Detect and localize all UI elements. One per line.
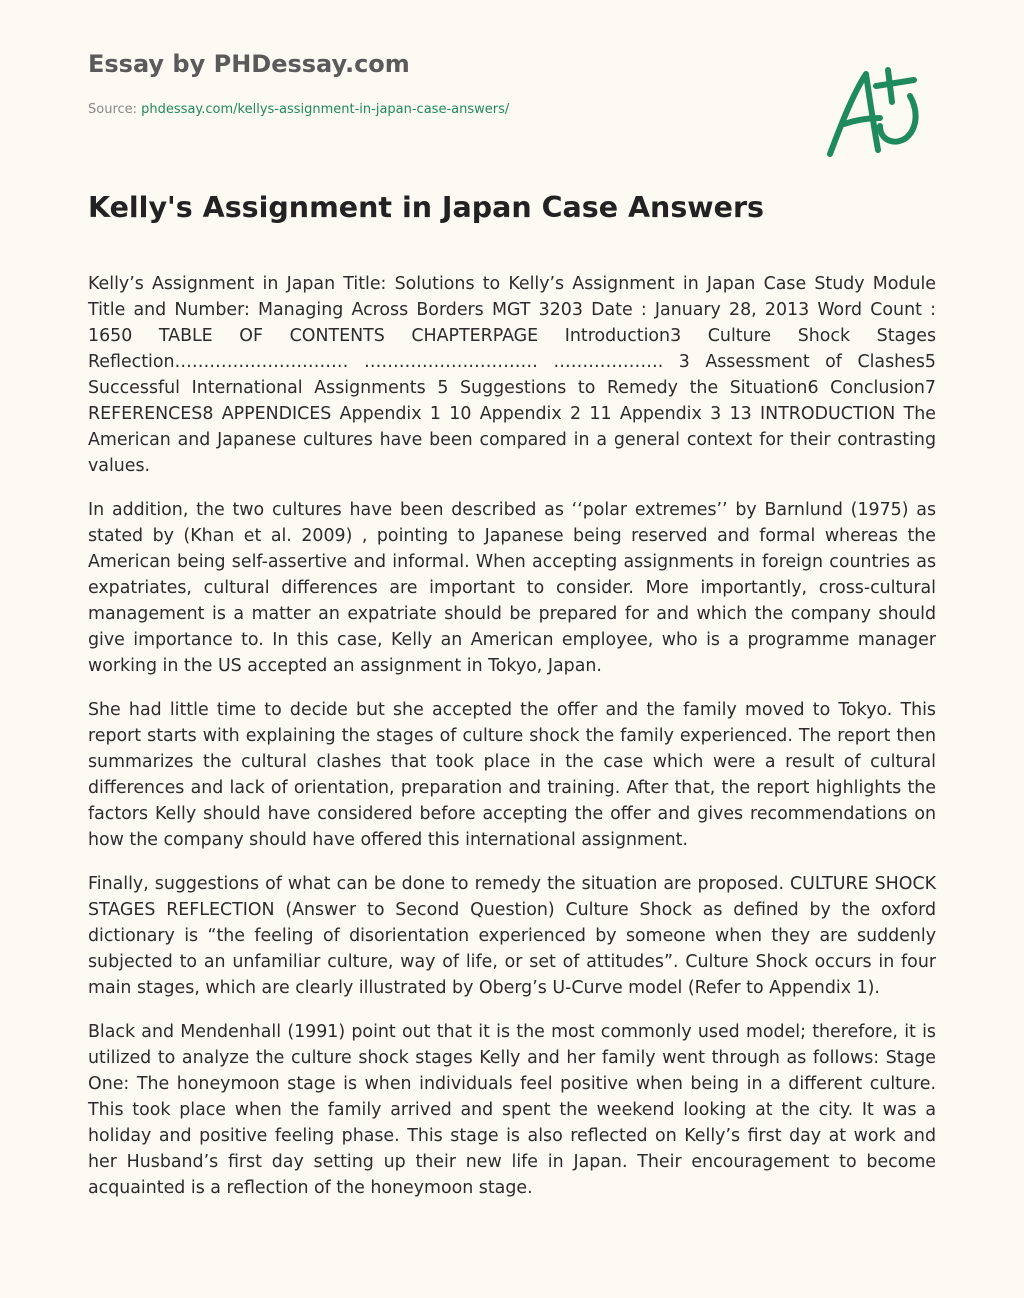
essay-paragraph: Kelly’s Assignment in Japan Title: Solutions to Kelly’s Assignment in Japan Case Study Module Title and Number: Managing Across Borders MGT 3203 Date : January 28, 2013 Word Count : 1650 TABLE OF CONTENTS CHAPTERPAGE Introduction3 Culture Shock Stages Reflection………………………… ………………………… ………………. 3 Assessment of Clashes5 Successful International Assignments 5 Suggestions to Remedy the Situation6 Conclusion7 REFERENCES8 APPENDICES Appendix 1 10 Appendix 2 11 Appendix 3 13 INTRODUCTION The American and Japanese cultures have been compared in a general context for their contrasting values.	[88, 274, 936, 476]
document-title: Kelly's Assignment in Japan Case Answers	[88, 191, 764, 224]
site-title: Essay by PHDessay.com	[88, 50, 410, 78]
source-link[interactable]: phdessay.com/kellys-assignment-in-japan-case-answers/	[141, 102, 510, 117]
a-plus-icon	[822, 62, 932, 162]
essay-paragraph: She had little time to decide but she accepted the offer and the family moved to Tokyo. This report starts with explaining the stages of culture shock the family experienced. The report then summarizes the cultural clashes that took place in the case which were a result of cultural differences and lack of orientation, preparation and training. After that, the report highlights the factors Kelly should have considered before accepting the offer and gives recommendations on how the company should have offered this international assignment.	[88, 700, 936, 850]
essay-body	[88, 271, 936, 1219]
source-label: Source:	[88, 102, 138, 117]
essay-paragraph: In addition, the two cultures have been described as ‘‘polar extremes’’ by Barnlund (1975) as stated by (Khan et al. 2009) , pointing to Japanese being reserved and formal whereas the American being self-assertive and informal. When accepting assignments in foreign countries as expatriates, cultural differences are important to consider. More importantly, cross-cultural management is a matter an expatriate should be prepared for and which the company should give importance to. In this case, Kelly an American employee, who is a programme manager working in the US accepted an assignment in Tokyo, Japan.	[88, 500, 936, 676]
essay-paragraph: Finally, suggestions of what can be done to remedy the situation are proposed. CULTURE SHOCK STAGES REFLECTION (Answer to Second Question) Culture Shock as defined by the oxford dictionary is “the feeling of disorientation experienced by someone when they are suddenly subjected to an unfamiliar culture, way of life, or set of attitudes”. Culture Shock occurs in four main stages, which are clearly illustrated by Oberg’s U-Curve model (Refer to Appendix 1).	[88, 874, 936, 998]
source-line	[88, 102, 509, 117]
essay-paragraph: Black and Mendenhall (1991) point out that it is the most commonly used model; therefore, it is utilized to analyze the culture shock stages Kelly and her family went through as follows: Stage One: The honeymoon stage is when individuals feel positive when being in a different culture. This took place when the family arrived and spent the weekend looking at the city. It was a holiday and positive feeling phase. This stage is also reflected on Kelly’s first day at work and her Husband’s first day setting up their new life in Japan. Their encouragement to become acquainted is a reflection of the honeymoon stage.	[88, 1022, 936, 1198]
